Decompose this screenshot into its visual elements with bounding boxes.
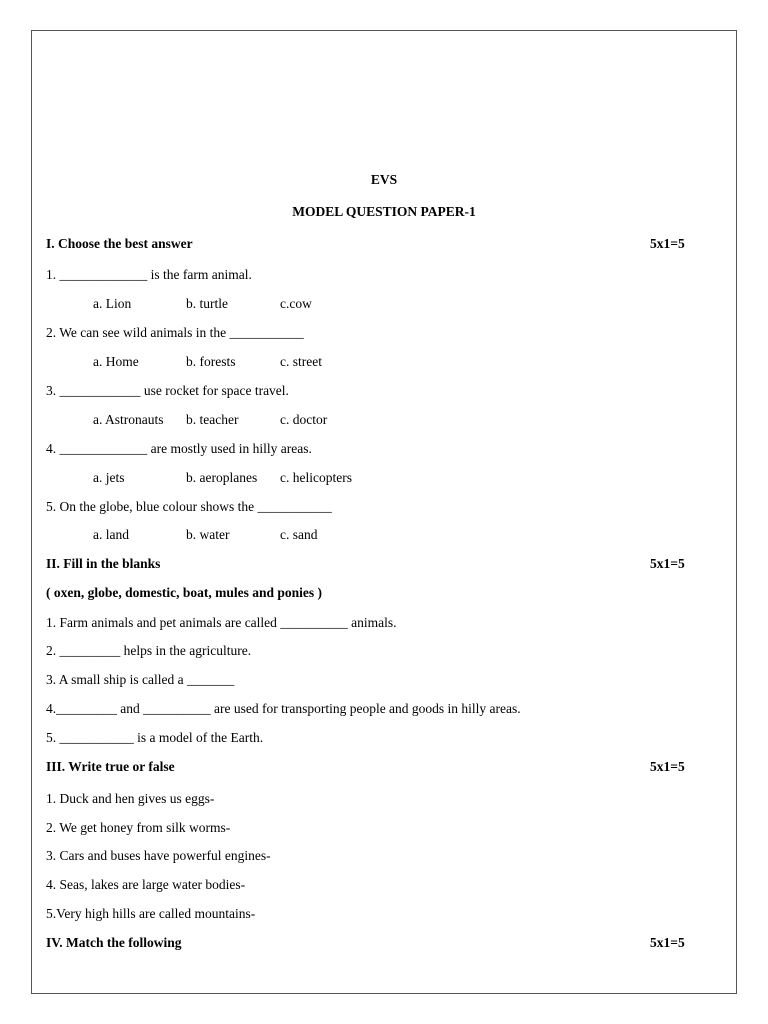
true-false-2: 2. We get honey from silk worms- xyxy=(46,820,231,835)
section-4-marks: 5x1=5 xyxy=(650,935,685,950)
question-1-2: 2. We can see wild animals in the ___________ xyxy=(46,325,304,340)
true-false-5: 5.Very high hills are called mountains- xyxy=(46,906,256,921)
subject-title: EVS xyxy=(370,172,398,187)
section-1-marks: 5x1=5 xyxy=(650,236,685,251)
section-1-heading: I. Choose the best answer xyxy=(46,236,193,251)
fill-blank-4: 4._________ and __________ are used for transporting people and goods in hilly areas. xyxy=(46,701,521,716)
option-1-2-a: a. Home xyxy=(93,354,139,369)
section-3-heading: III. Write true or false xyxy=(46,759,175,774)
option-1-3-c: c. doctor xyxy=(280,412,328,427)
option-1-5-c: c. sand xyxy=(280,527,318,542)
option-1-3-b: b. teacher xyxy=(186,412,239,427)
word-bank: ( oxen, globe, domestic, boat, mules and ponies ) xyxy=(46,585,323,600)
question-1-5: 5. On the globe, blue colour shows the ___________ xyxy=(46,499,332,514)
question-1-4: 4. _____________ are mostly used in hilly areas. xyxy=(46,441,312,456)
paper-title: MODEL QUESTION PAPER-1 xyxy=(292,204,476,219)
section-3-marks: 5x1=5 xyxy=(650,759,685,774)
option-1-4-a: a. jets xyxy=(93,470,125,485)
section-4-heading: IV. Match the following xyxy=(46,935,182,950)
option-1-1-a: a. Lion xyxy=(93,296,132,311)
true-false-3: 3. Cars and buses have powerful engines- xyxy=(46,848,271,863)
fill-blank-3: 3. A small ship is called a _______ xyxy=(46,672,235,687)
option-1-4-b: b. aeroplanes xyxy=(186,470,258,485)
question-1-1: 1. _____________ is the farm animal. xyxy=(46,267,252,282)
option-1-5-b: b. water xyxy=(186,527,230,542)
option-1-2-c: c. street xyxy=(280,354,322,369)
section-2-marks: 5x1=5 xyxy=(650,556,685,571)
option-1-2-b: b. forests xyxy=(186,354,236,369)
fill-blank-5: 5. ___________ is a model of the Earth. xyxy=(46,730,264,745)
true-false-4: 4. Seas, lakes are large water bodies- xyxy=(46,877,246,892)
option-1-3-a: a. Astronauts xyxy=(93,412,164,427)
option-1-4-c: c. helicopters xyxy=(280,470,352,485)
section-2-heading: II. Fill in the blanks xyxy=(46,556,161,571)
true-false-1: 1. Duck and hen gives us eggs- xyxy=(46,791,215,806)
question-1-3: 3. ____________ use rocket for space travel. xyxy=(46,383,289,398)
option-1-1-b: b. turtle xyxy=(186,296,228,311)
option-1-1-c: c.cow xyxy=(280,296,312,311)
fill-blank-2: 2. _________ helps in the agriculture. xyxy=(46,643,252,658)
fill-blank-1: 1. Farm animals and pet animals are called __________ animals. xyxy=(46,615,397,630)
option-1-5-a: a. land xyxy=(93,527,129,542)
